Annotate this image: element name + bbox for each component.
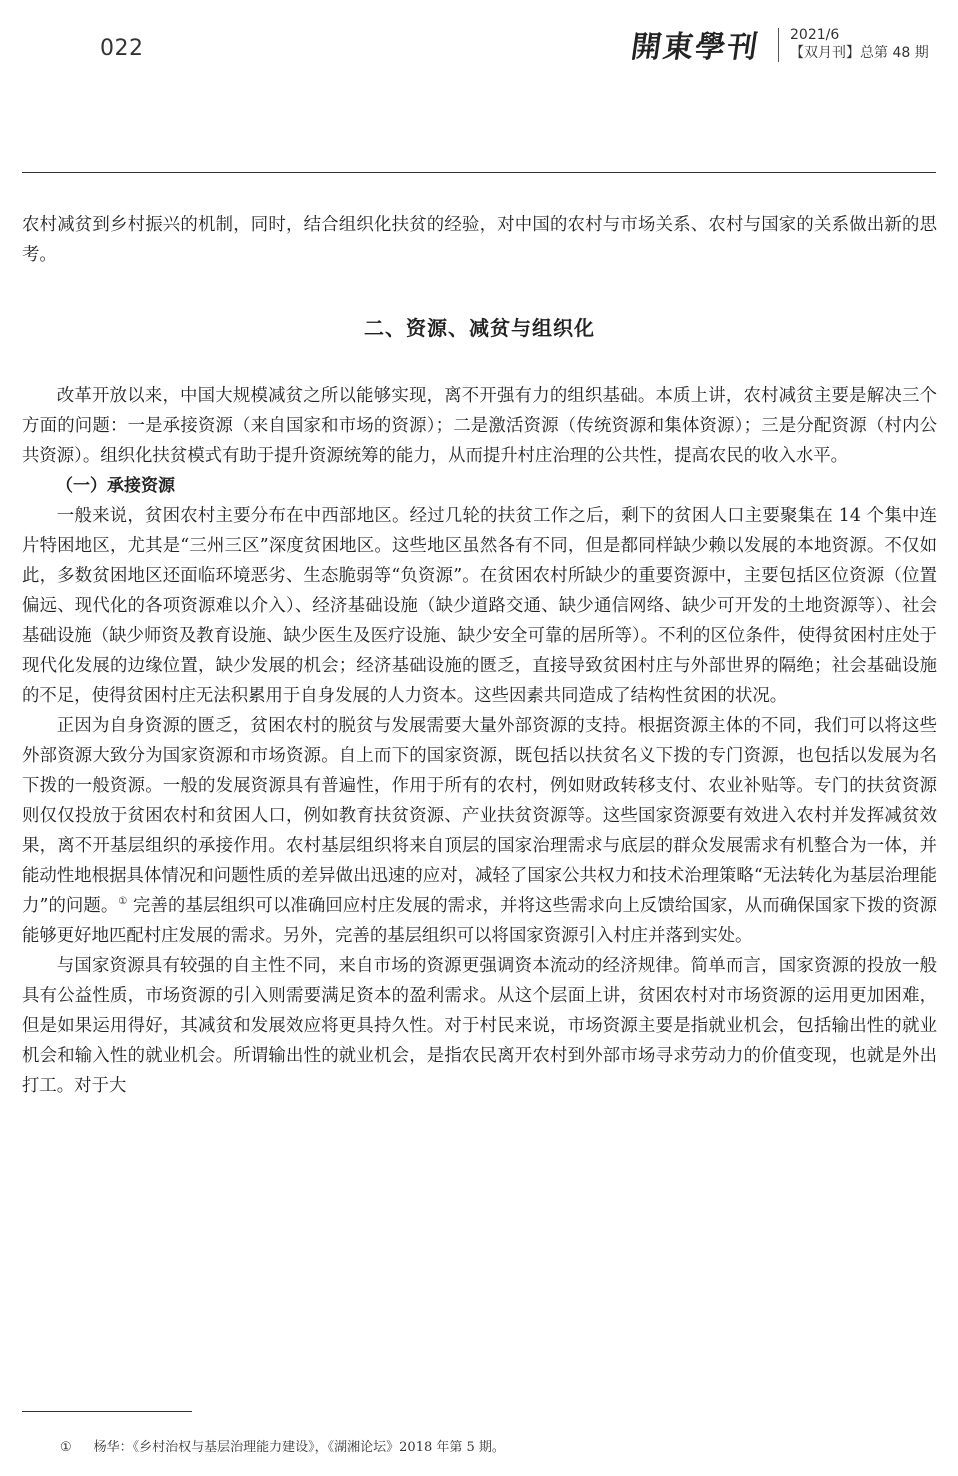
footnote xyxy=(60,1436,505,1455)
section-heading: 二、资源、减贫与组织化 xyxy=(364,316,595,340)
paragraph-3-part-b: 完善的基层组织可以准确回应村庄发展的需求，并将这些需求向上反馈给国家，从而确保国家下拨的资源能够更好地匹配村庄发展的需求。另外，完善的基层组织可以将国家资源引入村庄并落到实处。 xyxy=(22,896,937,946)
header-divider xyxy=(778,28,779,62)
paragraph-2: 一般来说，贫困农村主要分布在中西部地区。经过几轮的扶贫工作之后，剩下的贫困人口主要聚集在 14 个集中连片特困地区，尤其是“三州三区”深度贫困地区。这些地区虽然各有不同，但是都同样缺少赖以发展的本地资源。不仅如此，多数贫困地区还面临环境恶劣、生态脆弱等“负资源”。在贫困农村所缺少的重要资源中，主要包括区位资源（位置偏远、现代化的各项资源难以介入）、经济基础设施（缺少道路交通、缺少通信网络、缺少可开发的土地资源等）、社会基础设施（缺少师资及教育设施、缺少医生及医疗设施、缺少安全可靠的居所等）。不利的区位条件，使得贫困村庄处于现代化发展的边缘位置，缺少发展的机会；经济基础设施的匮乏，直接导致贫困村庄与外部世界的隔绝；社会基础设施的不足，使得贫困村庄无法积累用于自身发展的人力资本。这些因素共同造成了结构性贫困的状况。 xyxy=(22,506,937,706)
article-body xyxy=(22,210,937,1101)
paragraph-1: 改革开放以来，中国大规模减贫之所以能够实现，离不开强有力的组织基础。本质上讲，农村减贫主要是解决三个方面的问题：一是承接资源（来自国家和市场的资源）；二是激活资源（传统资源和集体资源）；三是分配资源（村内公共资源）。组织化扶贫模式有助于提升资源统筹的能力，从而提升村庄治理的公共性，提高农民的收入水平。 xyxy=(22,386,937,466)
paragraph-3-part-a: 正因为自身资源的匮乏，贫困农村的脱贫与发展需要大量外部资源的支持。根据资源主体的不同，我们可以将这些外部资源大致分为国家资源和市场资源。自上而下的国家资源，既包括以扶贫名义下拨的专门资源，也包括以发展为名下拨的一般资源。一般的发展资源具有普遍性，作用于所有的农村，例如财政转移支付、农业补贴等。专门的扶贫资源则仅仅投放于贫困农村和贫困人口，例如教育扶贫资源、产业扶贫资源等。这些国家资源要有效进入农村并发挥减贫效果，离不开基层组织的承接作用。农村基层组织将来自顶层的国家治理需求与底层的群众发展需求有机整合为一体，并能动性地根据具体情况和问题性质的差异做出迅速的应对，减轻了国家公共权力和技术治理策略“无法转化为基层治理能力”的问题。 xyxy=(22,716,937,916)
paragraph-4: 与国家资源具有较强的自主性不同，来自市场的资源更强调资本流动的经济规律。简单而言，国家资源的投放一般具有公益性质，市场资源的引入则需要满足资本的盈利需求。从这个层面上讲，贫困农村对市场资源的运用更加困难，但是如果运用得好，其减贫和发展效应将更具持久性。对于村民来说，市场资源主要是指就业机会，包括输出性的就业机会和输入性的就业机会。所谓输出性的就业机会，是指农民离开农村到外部市场寻求劳动力的价值变现，也就是外出打工。对于大 xyxy=(22,956,937,1096)
subheading-1: （一）承接资源 xyxy=(56,476,175,496)
paragraph-3 xyxy=(22,711,937,951)
header-rule xyxy=(22,172,936,173)
issue-date: 2021/6 xyxy=(790,27,840,43)
intro-paragraph: 农村减贫到乡村振兴的机制，同时，结合组织化扶贫的经验，对中国的农村与市场关系、农村与国家的关系做出新的思考。 xyxy=(22,215,937,265)
footnote-rule xyxy=(22,1411,192,1412)
issue-info xyxy=(790,26,929,62)
issue-description: 【双月刊】总第 48 期 xyxy=(790,45,929,61)
footnote-mark: ① xyxy=(60,1440,72,1455)
footnote-reference[interactable]: ① xyxy=(118,896,128,908)
footnote-text: 杨华：《乡村治权与基层治理能力建设》，《湖湘论坛》2018 年第 5 期。 xyxy=(93,1440,505,1455)
journal-logo: 開東學刊 xyxy=(628,30,762,65)
page-number: 022 xyxy=(100,36,144,61)
